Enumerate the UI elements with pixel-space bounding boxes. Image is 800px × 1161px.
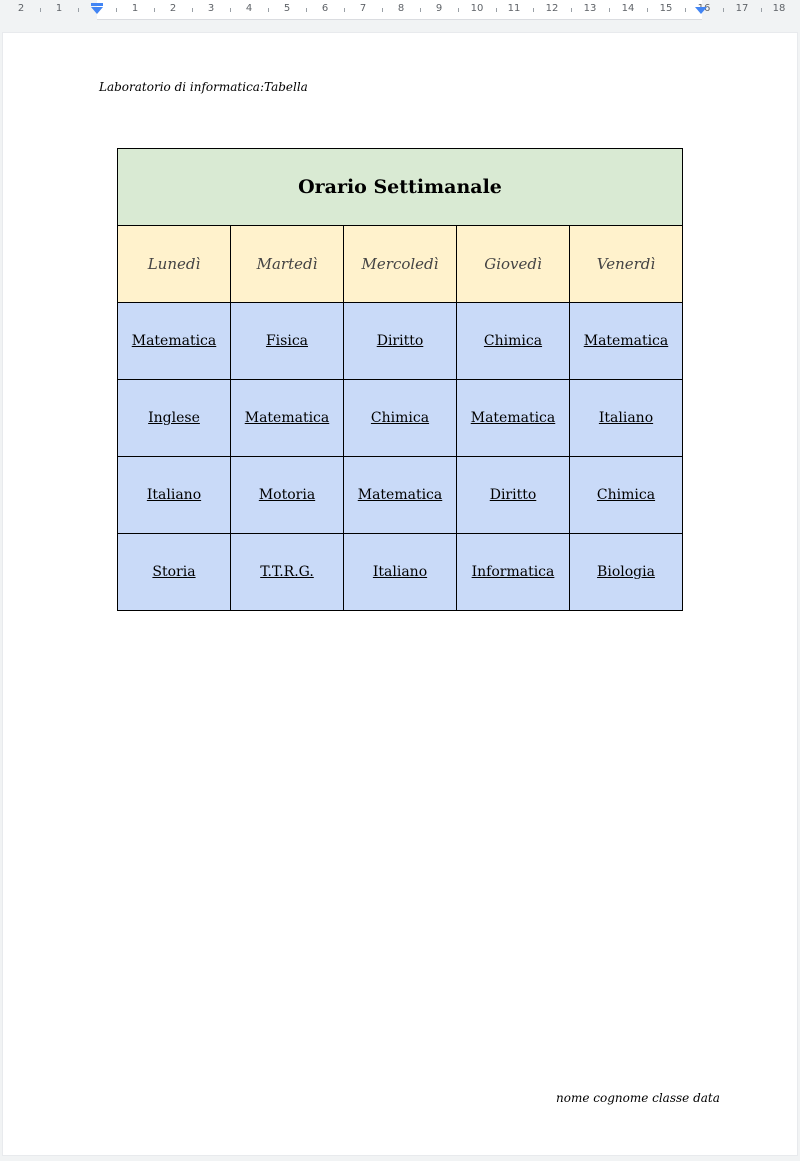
ruler-number: 10 <box>470 3 484 14</box>
subject-cell[interactable] <box>231 380 344 457</box>
ruler-number: 17 <box>735 3 749 14</box>
ruler-tick <box>230 8 231 12</box>
ruler-number: 11 <box>507 3 521 14</box>
ruler-number: 4 <box>245 3 253 14</box>
subject-link[interactable]: Italiano <box>598 410 654 426</box>
subject-link[interactable]: Matematica <box>244 410 330 426</box>
subject-cell[interactable] <box>570 380 683 457</box>
ruler-tick <box>723 8 724 12</box>
ruler-tick <box>344 8 345 12</box>
subject-cell[interactable] <box>344 303 457 380</box>
ruler-tick <box>154 8 155 12</box>
ruler-tick <box>458 8 459 12</box>
ruler-number: 15 <box>659 3 673 14</box>
subject-link[interactable]: T.T.R.G. <box>260 564 314 580</box>
ruler-number: 2 <box>169 3 177 14</box>
days-row <box>118 226 683 303</box>
subject-cell[interactable] <box>344 457 457 534</box>
subject-cell[interactable] <box>457 303 570 380</box>
subject-cell[interactable] <box>457 457 570 534</box>
subject-link[interactable]: Inglese <box>148 410 200 426</box>
subject-link[interactable]: Italiano <box>146 487 202 503</box>
ruler-tick <box>78 8 79 12</box>
right-indent-marker[interactable] <box>695 7 707 14</box>
ruler-number: 1 <box>131 3 139 14</box>
subject-cell[interactable] <box>570 457 683 534</box>
table-row <box>118 457 683 534</box>
ruler-tick <box>116 8 117 12</box>
day-header[interactable]: Mercoledì <box>344 226 457 303</box>
ruler-tick <box>306 8 307 12</box>
subject-cell[interactable] <box>344 380 457 457</box>
subject-cell[interactable] <box>231 457 344 534</box>
subject-cell[interactable] <box>457 380 570 457</box>
ruler-tick <box>685 8 686 12</box>
subject-cell[interactable] <box>570 303 683 380</box>
table-row <box>118 303 683 380</box>
subject-link[interactable]: Chimica <box>370 410 430 426</box>
table-title[interactable]: Orario Settimanale <box>118 149 683 226</box>
ruler-left-margin <box>0 0 97 20</box>
subject-cell[interactable] <box>570 534 683 611</box>
ruler[interactable] <box>0 0 800 20</box>
left-indent-marker[interactable] <box>91 7 103 14</box>
subject-link[interactable]: Matematica <box>470 410 556 426</box>
page-header[interactable]: Laboratorio di informatica:Tabella <box>99 80 308 94</box>
ruler-number: 1 <box>55 3 63 14</box>
subject-link[interactable]: Motoria <box>258 487 316 503</box>
ruler-tick <box>192 8 193 12</box>
ruler-number: 18 <box>772 3 786 14</box>
ruler-number: 5 <box>283 3 291 14</box>
ruler-tick <box>609 8 610 12</box>
subject-cell[interactable] <box>118 457 231 534</box>
ruler-number: 8 <box>397 3 405 14</box>
ruler-tick <box>571 8 572 12</box>
day-header[interactable]: Martedì <box>231 226 344 303</box>
first-line-indent-marker[interactable] <box>91 3 103 6</box>
subject-link[interactable]: Matematica <box>583 333 669 349</box>
subject-link[interactable]: Italiano <box>372 564 428 580</box>
subject-link[interactable]: Chimica <box>483 333 543 349</box>
ruler-number: 3 <box>207 3 215 14</box>
page-footer[interactable]: nome cognome classe data <box>556 1091 720 1105</box>
ruler-tick <box>533 8 534 12</box>
subject-link[interactable]: Diritto <box>376 333 424 349</box>
ruler-number: 7 <box>359 3 367 14</box>
subject-cell[interactable] <box>231 534 344 611</box>
subject-cell[interactable] <box>118 534 231 611</box>
ruler-number: 16 <box>697 3 711 14</box>
ruler-number: 2 <box>17 3 25 14</box>
ruler-tick <box>647 8 648 12</box>
subject-link[interactable]: Biologia <box>597 564 655 580</box>
schedule-table[interactable] <box>117 148 683 611</box>
table-row <box>118 380 683 457</box>
subject-link[interactable]: Storia <box>152 564 196 580</box>
day-header[interactable]: Giovedì <box>457 226 570 303</box>
ruler-number: 6 <box>321 3 329 14</box>
subject-cell[interactable] <box>457 534 570 611</box>
subject-cell[interactable] <box>118 303 231 380</box>
ruler-number: 13 <box>583 3 597 14</box>
day-header[interactable]: Venerdì <box>570 226 683 303</box>
ruler-number: 12 <box>545 3 559 14</box>
ruler-tick <box>496 8 497 12</box>
subject-link[interactable]: Diritto <box>489 487 537 503</box>
subject-link[interactable]: Informatica <box>471 564 555 580</box>
ruler-tick <box>382 8 383 12</box>
table-row <box>118 534 683 611</box>
ruler-number: 9 <box>435 3 443 14</box>
ruler-tick <box>761 8 762 12</box>
subject-cell[interactable] <box>231 303 344 380</box>
subject-link[interactable]: Chimica <box>596 487 656 503</box>
title-row <box>118 149 683 226</box>
subject-link[interactable]: Fisica <box>265 333 309 349</box>
ruler-tick <box>420 8 421 12</box>
subject-cell[interactable] <box>118 380 231 457</box>
subject-cell[interactable] <box>344 534 457 611</box>
ruler-tick <box>268 8 269 12</box>
subject-link[interactable]: Matematica <box>357 487 443 503</box>
document-page[interactable] <box>3 33 797 1155</box>
ruler-tick <box>40 8 41 12</box>
ruler-number: 14 <box>621 3 635 14</box>
subject-link[interactable]: Matematica <box>131 333 217 349</box>
day-header[interactable]: Lunedì <box>118 226 231 303</box>
